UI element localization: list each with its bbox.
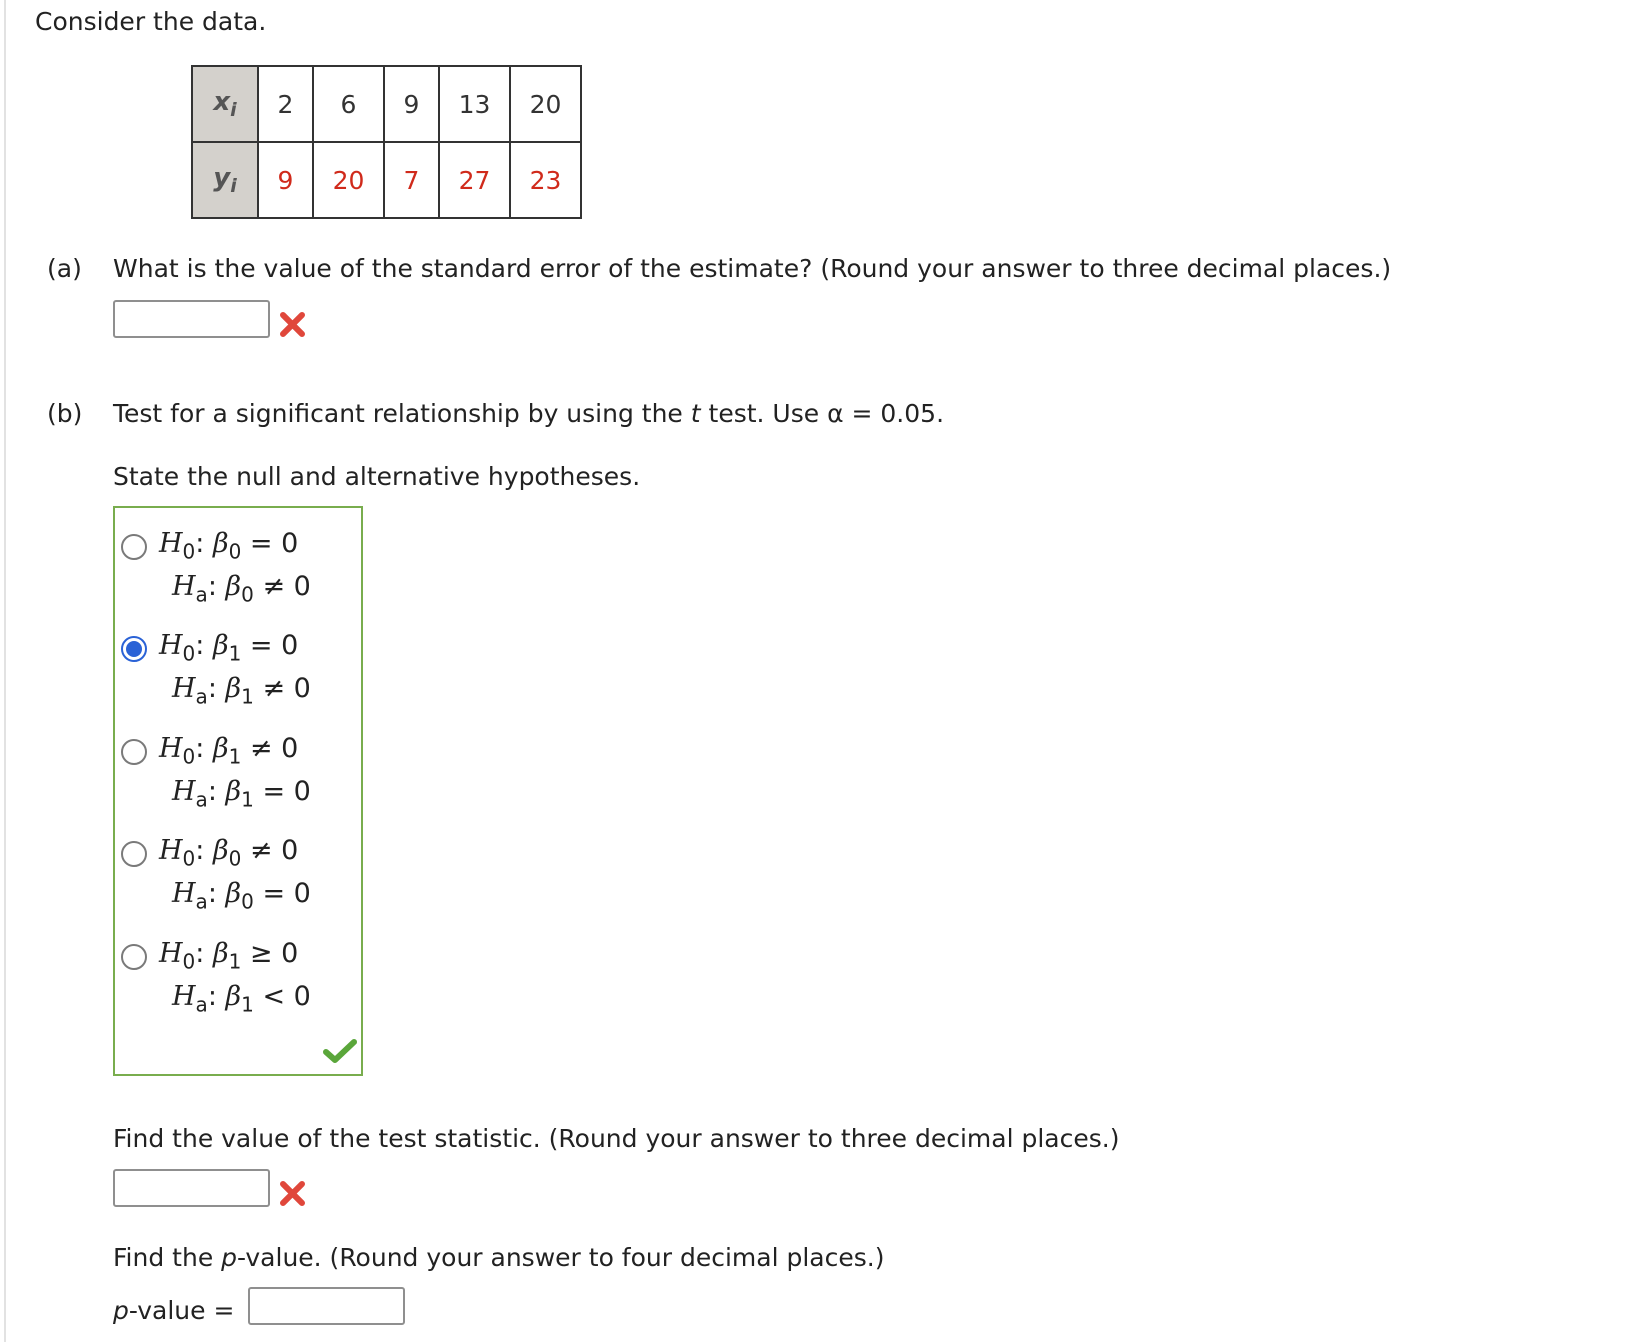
hypothesis-option-4[interactable] (115, 821, 361, 917)
test-statistic-prompt: Find the value of the test statistic. (Round your answer to three decimal places.) (113, 1124, 1120, 1153)
test-statistic-input[interactable] (113, 1169, 270, 1207)
part-b-intro: Test for a significant relationship by using the t test. Use α = 0.05. (113, 399, 945, 428)
hypotheses-options-box (113, 506, 363, 1076)
incorrect-x-icon (278, 1178, 308, 1208)
x-value: 2 (258, 66, 313, 142)
hypotheses-prompt: State the null and alternative hypotheses. (113, 462, 641, 491)
hypothesis-option-5[interactable] (115, 924, 361, 1020)
radio-button[interactable] (121, 739, 147, 765)
hypothesis-option-2[interactable] (115, 616, 361, 712)
hypothesis-option-3[interactable] (115, 719, 361, 815)
y-value: 27 (439, 142, 510, 218)
radio-button[interactable] (121, 841, 147, 867)
correct-check-icon (323, 1038, 357, 1064)
x-header: $x_i$ (192, 66, 258, 142)
y-row (192, 142, 581, 218)
x-value: 6 (313, 66, 384, 142)
alternative-hypothesis: $H_a$: $\beta_1 = 0$ (172, 776, 311, 812)
null-hypothesis: $H_0$: $\beta_0 \ne 0$ (159, 835, 299, 871)
radio-button[interactable] (121, 534, 147, 560)
part-a-label: (a) (47, 254, 82, 283)
y-header: $y_i$ (192, 142, 258, 218)
data-table (191, 65, 582, 219)
hypothesis-option-1[interactable] (115, 514, 361, 610)
radio-button[interactable] (121, 944, 147, 970)
null-hypothesis: $H_0$: $\beta_1 = 0$ (159, 630, 299, 666)
intro-text: Consider the data. (35, 7, 267, 36)
y-value: 7 (384, 142, 439, 218)
null-hypothesis: $H_0$: $\beta_1 \ge 0$ (159, 938, 299, 974)
x-value: 9 (384, 66, 439, 142)
p-value-prompt: Find the p-value. (Round your answer to four decimal places.) (113, 1243, 885, 1272)
x-row (192, 66, 581, 142)
radio-button-selected[interactable] (121, 636, 147, 662)
x-value: 20 (510, 66, 581, 142)
y-value: 23 (510, 142, 581, 218)
x-value: 13 (439, 66, 510, 142)
part-a-question: What is the value of the standard error of the estimate? (Round your answer to three decimal places.) (113, 254, 1392, 283)
part-b-label: (b) (47, 399, 83, 428)
alternative-hypothesis: $H_a$: $\beta_1 \ne 0$ (172, 673, 311, 709)
alternative-hypothesis: $H_a$: $\beta_1 < 0$ (172, 981, 311, 1017)
y-value: 9 (258, 142, 313, 218)
p-value-input[interactable] (248, 1287, 405, 1325)
p-value-label: p-value = (113, 1296, 235, 1325)
null-hypothesis: $H_0$: $\beta_0 = 0$ (159, 528, 299, 564)
left-border (4, 0, 6, 1342)
std-error-input[interactable] (113, 300, 270, 338)
null-hypothesis: $H_0$: $\beta_1 \ne 0$ (159, 733, 299, 769)
incorrect-x-icon (278, 309, 308, 339)
y-value: 20 (313, 142, 384, 218)
alternative-hypothesis: $H_a$: $\beta_0 = 0$ (172, 878, 311, 914)
alternative-hypothesis: $H_a$: $\beta_0 \ne 0$ (172, 571, 311, 607)
